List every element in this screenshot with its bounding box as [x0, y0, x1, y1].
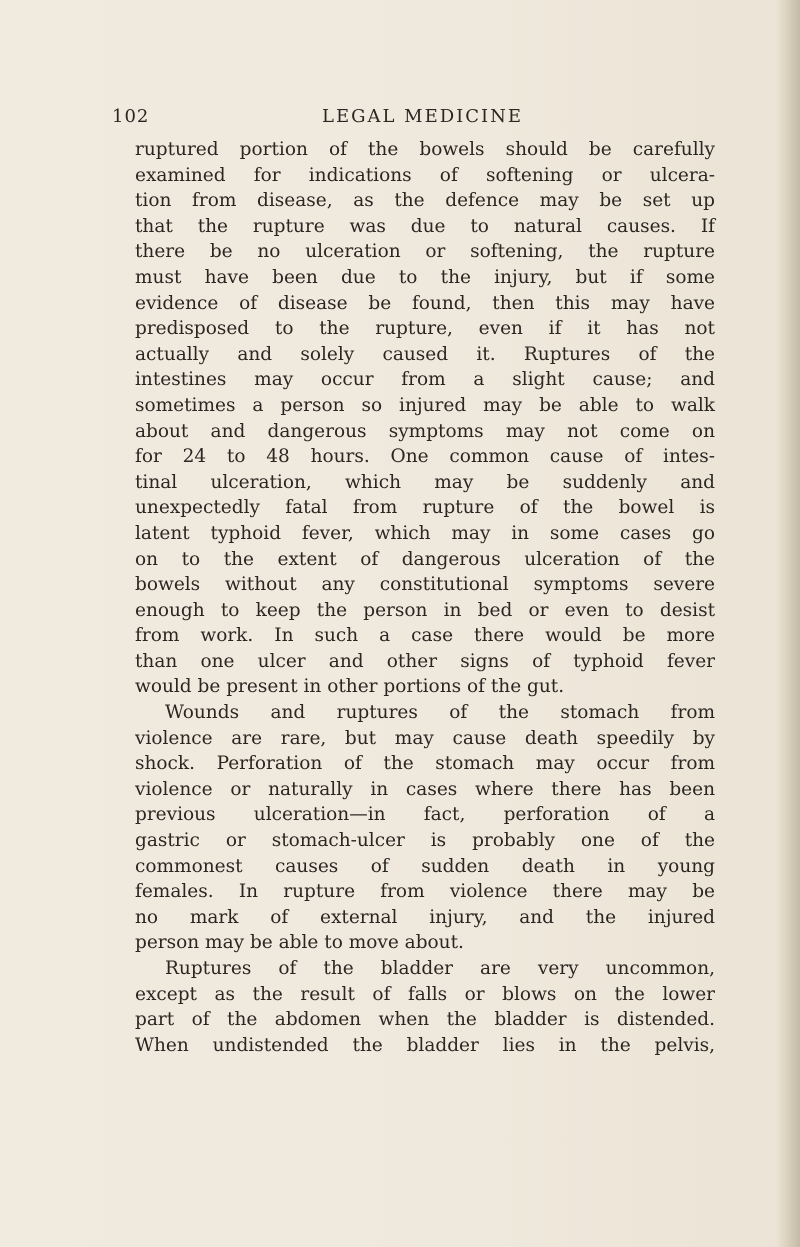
- text-line: there be no ulceration or softening, the rupture: [135, 241, 715, 263]
- text-line: enough to keep the person in bed or even to desist: [135, 599, 715, 621]
- text-line: must have been due to the injury, but if some: [135, 266, 715, 288]
- text-line: about and dangerous symptoms may not come on: [135, 420, 715, 442]
- header-title: LEGAL MEDICINE: [322, 106, 524, 127]
- text-line: When undistended the bladder lies in the pelvis,: [135, 1034, 715, 1056]
- text-line: previous ulceration—in fact, perforation of a: [135, 804, 715, 826]
- text-line: would be present in other portions of the gut.: [135, 676, 565, 698]
- text-line: except as the result of falls or blows on the lower: [135, 983, 715, 1005]
- text-line: part of the abdomen when the bladder is distended.: [135, 1009, 715, 1031]
- text-line: Wounds and ruptures of the stomach from: [165, 702, 715, 724]
- text-line: examined for indications of softening or ulcera-: [135, 164, 715, 186]
- text-line: than one ulcer and other signs of typhoid fever: [135, 650, 715, 672]
- text-line: evidence of disease be found, then this may have: [135, 292, 715, 314]
- text-line: predisposed to the rupture, even if it has not: [135, 318, 715, 340]
- text-line: intestines may occur from a slight cause; and: [135, 369, 715, 391]
- text-line: commonest causes of sudden death in young: [135, 855, 715, 877]
- page-edge-shadow: [776, 0, 800, 1247]
- text-line: violence are rare, but may cause death speedily by: [135, 727, 715, 749]
- text-line: violence or naturally in cases where there has been: [135, 778, 715, 800]
- text-line: actually and solely caused it. Ruptures of the: [135, 343, 715, 365]
- text-line: shock. Perforation of the stomach may occur from: [135, 753, 715, 775]
- text-line: for 24 to 48 hours. One common cause of intes-: [135, 446, 715, 468]
- text-line: unexpectedly fatal from rupture of the bowel is: [135, 497, 715, 519]
- text-line: tinal ulceration, which may be suddenly and: [135, 471, 715, 493]
- text-line: on to the extent of dangerous ulceration of the: [135, 548, 715, 570]
- text-line: females. In rupture from violence there may be: [135, 881, 715, 903]
- text-line: sometimes a person so injured may be able to walk: [135, 394, 715, 416]
- page-number: 102: [112, 106, 150, 127]
- text-line: person may be able to move about.: [135, 932, 464, 954]
- text-line: Ruptures of the bladder are very uncommon,: [165, 958, 715, 979]
- running-head: [112, 106, 712, 132]
- text-line: tion from disease, as the defence may be set up: [135, 190, 715, 212]
- text-line: no mark of external injury, and the injured: [135, 906, 715, 928]
- text-line: gastric or stomach-ulcer is probably one of the: [135, 830, 715, 852]
- text-line: bowels without any constitutional symptoms severe: [135, 574, 715, 596]
- text-line: from work. In such a case there would be more: [135, 625, 715, 647]
- text-line: ruptured portion of the bowels should be carefully: [135, 139, 715, 160]
- text-line: that the rupture was due to natural causes. If: [135, 215, 715, 237]
- text-line: latent typhoid fever, which may in some cases go: [135, 522, 715, 544]
- body-text: [135, 137, 715, 1058]
